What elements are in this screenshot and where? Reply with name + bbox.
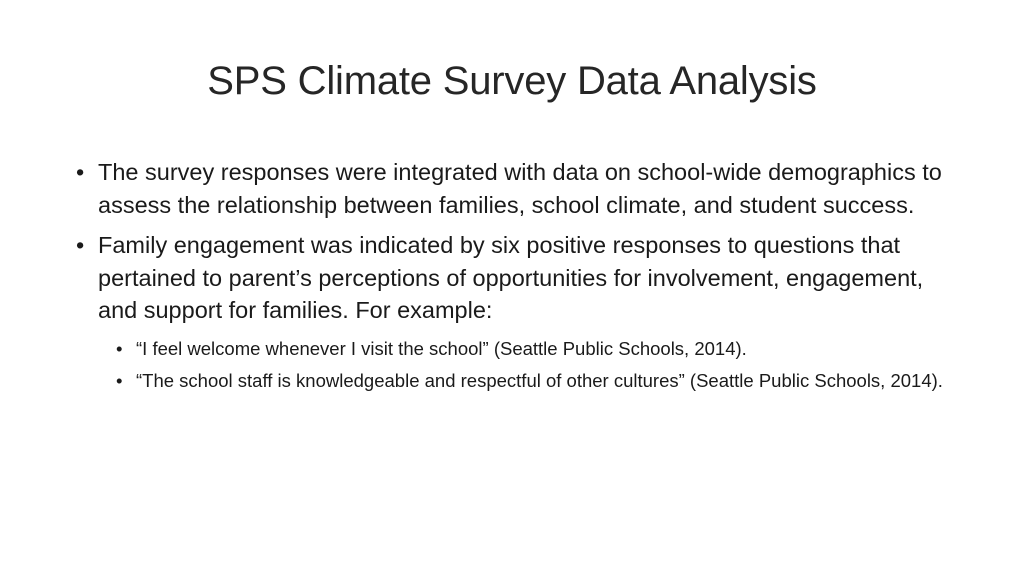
sub-bullet-item-1: [116, 335, 956, 362]
bullet-text: The survey responses were integrated with data on school-wide demographics to assess the relationship between families, school climate, and student success.: [98, 159, 942, 218]
slide-body: [76, 156, 956, 399]
bullet-item-2: [76, 229, 956, 327]
sub-bullet-text: “I feel welcome whenever I visit the school” (Seattle Public Schools, 2014).: [136, 337, 747, 359]
sub-bullet-icon: •: [116, 369, 123, 391]
bullet-item-1: [76, 156, 956, 221]
bullet-icon: •: [76, 159, 85, 185]
sub-bullet-item-2: [116, 367, 956, 394]
sub-bullet-text: “The school staff is knowledgeable and respectful of other cultures” (Seattle Public Schools, 2014).: [136, 369, 943, 391]
bullet-icon: •: [76, 232, 85, 258]
sub-bullet-icon: •: [116, 337, 123, 359]
bullet-text: Family engagement was indicated by six positive responses to questions that pertained to parent’s perceptions of opportunities for involvement, engagement, and support for families. For example:: [98, 232, 924, 323]
slide-title: SPS Climate Survey Data Analysis: [207, 59, 817, 103]
